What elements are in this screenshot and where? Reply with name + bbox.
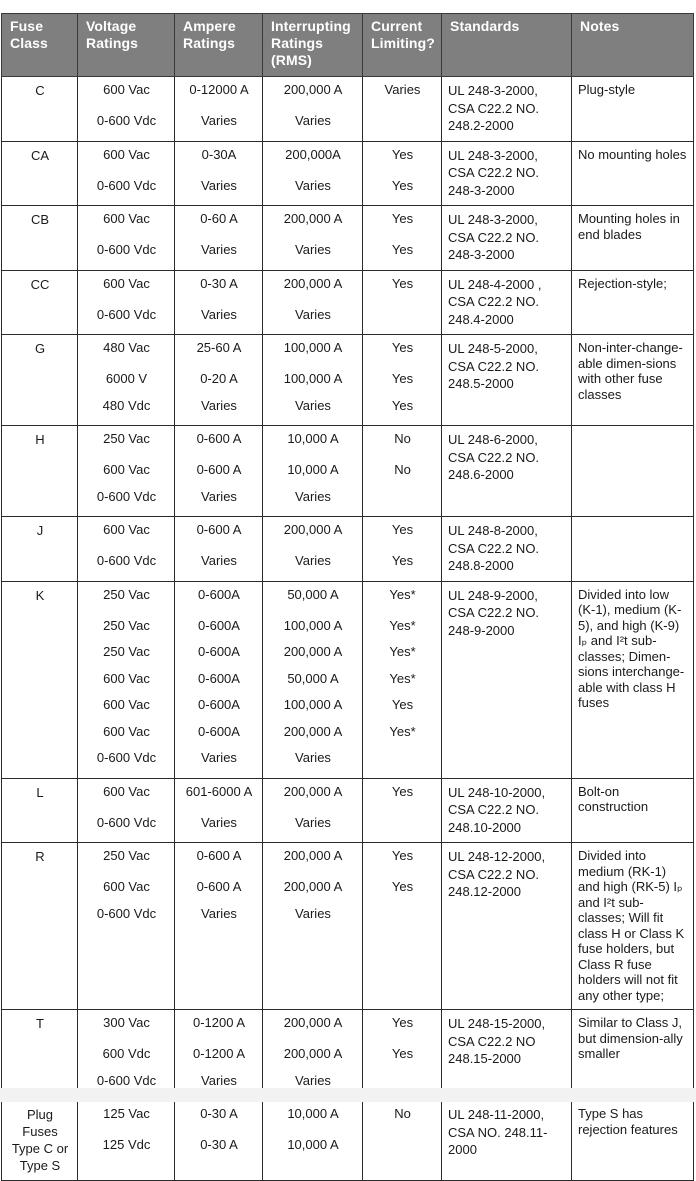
fuse-class-label: J [36,523,44,538]
limit-value: Yes* [389,644,416,659]
cell-intr [263,206,363,271]
cell-notes [572,778,694,843]
cell-notes [572,1010,694,1101]
standards-text: UL 248-9-2000, CSA C22.2 NO. 248-9-2000 [448,587,540,638]
intr-value: 10,000 A [287,431,339,446]
cell-amp [175,77,263,142]
header-word: Interrupting [271,18,351,34]
volt-value: 600 Vac [103,670,150,686]
intr-value: 50,000 A [287,670,339,686]
amp-value: Varies [201,113,237,128]
amp-value: 0-600A [198,670,240,686]
col-header-ampere [175,14,263,77]
amp-value: Varies [201,177,237,193]
intr-value: 10,000 A [287,462,339,477]
notes-text: Rejection-style; [578,275,667,291]
notes-text: Bolt-on construction [578,783,649,814]
fuse-class-label: CA [30,147,50,163]
limit-value: Yes [391,1015,414,1030]
standards-text: UL 248-8-2000, CSA C22.2 NO. 248.8-2000 [448,523,540,573]
limit-value: Yes [391,340,414,355]
cell-volt [78,141,175,206]
amp-value: 0-60 A [200,211,238,226]
table-row [2,335,694,426]
table-row [2,1010,694,1101]
volt-value: 0-600 Vdc [96,242,157,257]
volt-value: 0-600 Vdc [96,1072,157,1088]
cell-fuse-class [2,77,78,142]
limit-value: Yes* [389,723,416,739]
cell-volt [78,778,175,843]
amp-value: 0-30 A [200,1137,238,1152]
cell-volt [78,843,175,1010]
amp-value: Varies [201,553,237,568]
standards-text: UL 248-3-2000, CSA C22.2 NO. 248-3-2000 [448,147,540,198]
fuse-class-label: Type S [19,1158,61,1173]
fuse-class-label: K [35,587,45,603]
cell-fuse-class [2,517,78,582]
fuse-class-label: G [34,341,46,356]
cell-intr [263,1101,363,1181]
intr-value: 200,000 A [283,275,343,291]
cell-standards [442,426,572,517]
intr-value: Varies [295,553,331,568]
amp-value: 0-600A [198,697,240,712]
header-word: Ratings [271,35,324,51]
intr-value: Varies [295,814,331,830]
volt-value: 0-600 Vdc [96,750,157,765]
amp-value: 0-600A [198,586,240,602]
amp-value: 0-12000 A [189,82,249,97]
header-word: Current [371,18,423,34]
table-row [2,517,694,582]
bottom-band [0,1088,696,1102]
cell-fuse-class [2,843,78,1010]
intr-value: Varies [295,905,331,921]
volt-value: 250 Vac [103,644,150,659]
limit-value: Yes [391,371,414,386]
col-header-interrupting [263,14,363,77]
cell-amp [175,1010,263,1101]
limit-value: Yes [391,146,414,162]
cell-limit [363,141,442,206]
volt-value: 600 Vac [103,783,150,799]
fuse-class-label: Type C or [11,1141,69,1156]
standards-text: UL 248-10-2000, CSA C22.2 NO. 248.10-2000 [448,784,546,835]
cell-volt [78,1101,175,1181]
cell-notes [572,581,694,778]
amp-value: 0-600 A [196,431,242,446]
table-row [2,581,694,778]
cell-limit [363,270,442,335]
cell-intr [263,270,363,335]
cell-standards [442,581,572,778]
cell-intr [263,778,363,843]
amp-value: Varies [201,242,237,257]
limit-value: Yes [391,848,414,863]
limit-value: Yes [391,553,414,568]
volt-value: 0-600 Vdc [96,553,157,568]
limit-value: Yes [391,177,414,193]
header-word: (RMS) [271,52,312,68]
volt-value: 250 Vac [103,617,150,633]
cell-notes [572,517,694,582]
cell-fuse-class [2,335,78,426]
header-word: Ratings [183,35,236,51]
intr-value: 200,000 A [283,1015,343,1030]
notes-text: Similar to Class J, but dimension-ally smaller [578,1015,683,1061]
intr-value: 200,000 A [283,783,343,799]
cell-limit [363,335,442,426]
cell-amp [175,581,263,778]
cell-fuse-class [2,141,78,206]
limit-value: Yes [391,879,414,894]
cell-intr [263,141,363,206]
volt-value: 600 Vac [103,146,150,162]
cell-volt [78,206,175,271]
amp-value: 0-30 A [200,1106,238,1121]
amp-value: Varies [201,905,237,921]
cell-amp [175,270,263,335]
volt-value: 125 Vac [103,1106,150,1121]
limit-value: Yes [391,242,414,257]
intr-value: Varies [295,306,331,322]
standards-text: UL 248-4-2000 , CSA C22.2 NO. 248.4-2000 [448,276,542,327]
cell-notes [572,1101,694,1181]
cell-standards [442,1010,572,1101]
amp-value: 0-1200 A [192,1046,246,1061]
volt-value: 480 Vac [103,340,150,355]
col-header-standards [442,14,572,77]
fuse-class-label: C [35,83,45,98]
volt-value: 600 Vdc [102,1046,151,1061]
cell-intr [263,517,363,582]
cell-volt [78,335,175,426]
col-header-notes [572,14,694,77]
table-row [2,77,694,142]
cell-amp [175,517,263,582]
cell-intr [263,581,363,778]
intr-value: 200,000 A [283,211,343,226]
intr-value: Varies [295,1072,331,1088]
cell-limit [363,77,442,142]
header-word: Ampere [183,18,236,34]
header-word: Fuse [10,18,44,34]
limit-value: No [394,1106,411,1121]
intr-value: 100,000 A [283,697,343,712]
notes-text: Divided into low (K-1), medium (K-5), and high (K-9) Iₚ and I²t sub-classes; Dimen-sions interchange-able with class H fuses [578,586,685,710]
intr-value: 100,000 A [283,371,343,386]
intr-value: 200,000 A [283,644,343,659]
volt-value: 600 Vac [103,211,150,226]
limit-value: No [394,431,411,446]
cell-standards [442,1101,572,1181]
table-body [2,77,694,1181]
cell-intr [263,335,363,426]
volt-value: 0-600 Vdc [96,814,157,830]
volt-value: 6000 V [105,371,148,386]
intr-value: 10,000 A [287,1137,339,1152]
fuse-class-label: H [35,432,45,447]
intr-value: Varies [295,242,331,257]
header-row [2,14,694,77]
volt-value: 0-600 Vdc [96,306,157,322]
cell-fuse-class [2,206,78,271]
cell-notes [572,335,694,426]
cell-limit [363,581,442,778]
standards-text: UL 248-11-2000, CSA NO. 248.11-2000 [448,1107,548,1157]
cell-volt [78,426,175,517]
cell-amp [175,1101,263,1181]
volt-value: 0-600 Vdc [96,488,157,504]
table-row [2,1101,694,1181]
amp-value: 25-60 A [196,340,242,355]
limit-value: Yes [391,1046,414,1061]
cell-fuse-class [2,581,78,778]
volt-value: 480 Vdc [102,397,151,413]
volt-value: 0-600 Vdc [96,905,157,921]
intr-value: 200,000 A [283,723,343,739]
cell-intr [263,77,363,142]
intr-value: 50,000 A [287,586,339,602]
limit-value: Yes [391,783,414,799]
table-row [2,426,694,517]
cell-notes [572,206,694,271]
amp-value: Varies [201,397,237,413]
fuse-class-label: T [36,1016,44,1031]
notes-text: Non-inter-change-able dimen-sions with other fuse classes [578,340,683,402]
limit-value: Yes* [389,586,416,602]
cell-amp [175,141,263,206]
intr-value: 100,000 A [283,340,343,355]
cell-standards [442,270,572,335]
amp-value: Varies [201,1072,237,1088]
amp-value: Varies [201,814,237,830]
header-word: Limiting? [371,35,435,51]
cell-notes [572,77,694,142]
intr-value: 200,000 A [283,879,343,894]
cell-volt [78,1010,175,1101]
table-row [2,778,694,843]
header-word: Class [10,35,48,51]
intr-value: Varies [295,177,331,193]
cell-standards [442,77,572,142]
volt-value: 600 Vac [103,275,150,291]
cell-limit [363,426,442,517]
cell-notes [572,843,694,1010]
limit-value: Yes [391,211,414,226]
standards-text: UL 248-15-2000, CSA C22.2 NO 248.15-2000 [448,1016,546,1066]
amp-value: Varies [201,306,237,322]
cell-limit [363,1010,442,1101]
table-row [2,843,694,1010]
col-header-voltage [78,14,175,77]
table-row [2,206,694,271]
notes-text: Type S has rejection features [578,1106,678,1137]
limit-value: Yes [391,275,414,291]
amp-value: 601-6000 A [185,783,253,799]
amp-value: 0-30 A [200,275,238,291]
volt-value: 250 Vac [103,431,150,446]
header-word: Ratings [86,35,139,51]
header-word: Standards [450,18,520,34]
amp-value: 0-20 A [200,371,238,386]
cell-fuse-class [2,270,78,335]
volt-value: 600 Vac [103,462,150,477]
amp-value: Varies [201,750,237,765]
volt-value: 250 Vac [103,586,150,602]
cell-fuse-class [2,1010,78,1101]
cell-limit [363,206,442,271]
cell-notes [572,426,694,517]
fuse-class-table [1,13,694,1181]
amp-value: 0-1200 A [192,1015,246,1030]
col-header-fuse-class [2,14,78,77]
limit-value: Yes [391,697,414,712]
limit-value: No [394,462,411,477]
cell-notes [572,270,694,335]
cell-limit [363,778,442,843]
cell-standards [442,843,572,1010]
amp-value: 0-600 A [196,879,242,894]
intr-value: 200,000 A [283,848,343,863]
cell-intr [263,1010,363,1101]
volt-value: 250 Vac [103,848,150,863]
limit-value: Yes* [389,617,416,633]
cell-intr [263,426,363,517]
intr-value: 200,000 A [283,522,343,537]
cell-volt [78,581,175,778]
limit-value: Varies [384,82,421,97]
notes-text: No mounting holes [578,146,687,162]
cell-standards [442,778,572,843]
volt-value: 0-600 Vdc [96,177,157,193]
standards-text: UL 248-3-2000, CSA C22.2 NO. 248.2-2000 [448,83,540,133]
amp-value: 0-600A [198,617,240,633]
volt-value: 600 Vac [103,879,150,894]
header-word: Voltage [86,18,137,34]
cell-amp [175,426,263,517]
col-header-current-limiting [363,14,442,77]
amp-value: 0-600A [198,644,240,659]
standards-text: UL 248-5-2000, CSA C22.2 NO. 248.5-2000 [448,341,540,391]
notes-text: Divided into medium (RK-1) and high (RK-5) Iₚ and I²t sub-classes; Will fit class H or Class K fuse holders, but Class R fuse holders will not fit any other type; [578,848,685,1003]
fuse-class-label: R [35,849,45,864]
amp-value: 0-600A [198,723,240,739]
cell-fuse-class [2,426,78,517]
standards-text: UL 248-3-2000, CSA C22.2 NO. 248-3-2000 [448,212,540,262]
cell-amp [175,206,263,271]
volt-value: 0-600 Vdc [96,113,157,128]
amp-value: 0-30A [201,146,237,162]
cell-volt [78,270,175,335]
fuse-class-label: L [36,784,44,800]
cell-amp [175,335,263,426]
limit-value: Yes* [389,670,416,686]
volt-value: 600 Vac [103,522,150,537]
notes-text: Mounting holes in end blades [578,211,680,242]
volt-value: 300 Vac [103,1015,150,1030]
standards-text: UL 248-12-2000, CSA C22.2 NO. 248.12-2000 [448,849,546,899]
amp-value: Varies [201,488,237,504]
fuse-class-label: Plug Fuses [22,1107,58,1139]
intr-value: 10,000 A [287,1106,339,1121]
cell-limit [363,1101,442,1181]
intr-value: 200,000 A [283,82,343,97]
intr-value: Varies [295,488,331,504]
intr-value: 100,000 A [283,617,343,633]
cell-amp [175,843,263,1010]
table-row [2,141,694,206]
volt-value: 125 Vdc [102,1137,151,1152]
cell-standards [442,517,572,582]
intr-value: 200,000 A [283,1046,343,1061]
volt-value: 600 Vac [103,697,150,712]
cell-intr [263,843,363,1010]
amp-value: 0-600 A [196,462,242,477]
cell-notes [572,141,694,206]
cell-volt [78,77,175,142]
cell-fuse-class [2,778,78,843]
intr-value: Varies [295,750,331,765]
standards-text: UL 248-6-2000, CSA C22.2 NO. 248.6-2000 [448,432,540,482]
header-word: Notes [580,18,620,34]
table-row [2,270,694,335]
volt-value: 600 Vac [103,82,150,97]
cell-standards [442,206,572,271]
notes-text: Plug-style [578,82,636,97]
amp-value: 0-600 A [196,522,242,537]
cell-standards [442,335,572,426]
fuse-class-label: CB [30,212,50,227]
amp-value: 0-600 A [196,848,242,863]
intr-value: 200,000A [285,146,341,162]
fuse-class-label: CC [30,276,50,292]
limit-value: Yes [391,397,414,413]
cell-volt [78,517,175,582]
limit-value: Yes [391,522,414,537]
cell-limit [363,843,442,1010]
intr-value: Varies [295,397,331,413]
volt-value: 600 Vac [103,723,150,739]
intr-value: Varies [295,113,331,128]
cell-amp [175,778,263,843]
cell-fuse-class [2,1101,78,1181]
cell-limit [363,517,442,582]
cell-standards [442,141,572,206]
